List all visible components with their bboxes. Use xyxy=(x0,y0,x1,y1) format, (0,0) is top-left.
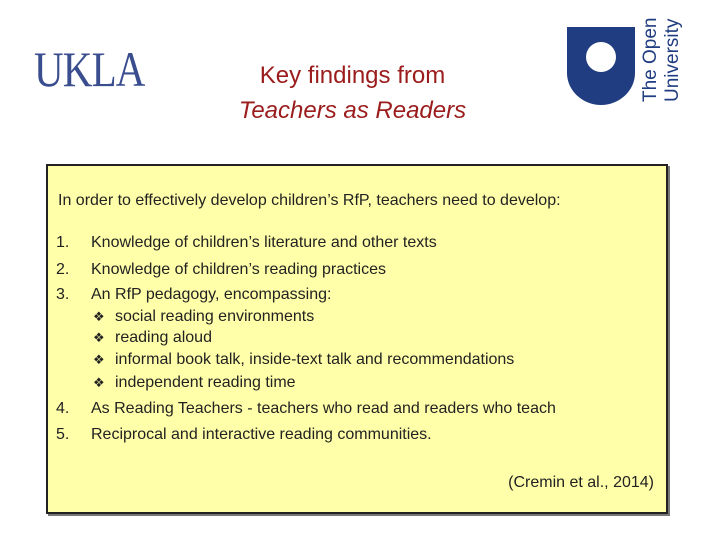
item-text: Knowledge of children’s reading practices xyxy=(91,261,386,278)
diamond-bullet-icon: ❖ xyxy=(93,309,105,324)
item-text: Reciprocal and interactive reading communities. xyxy=(91,426,432,443)
item-number: 1. xyxy=(56,234,70,251)
shield-icon xyxy=(567,27,635,105)
open-university-wordmark xyxy=(640,4,684,102)
item-number: 4. xyxy=(56,400,70,417)
item-number: 5. xyxy=(56,426,70,443)
page-title xyxy=(180,58,525,128)
citation: (Cremin et al., 2014) xyxy=(508,474,654,491)
logo-text-line-1: The Open xyxy=(640,17,661,102)
findings-panel xyxy=(46,164,668,514)
item-number: 2. xyxy=(56,261,70,278)
sub-list-item xyxy=(93,329,212,347)
diamond-bullet-icon: ❖ xyxy=(93,330,105,345)
title-line-2: Teachers as Readers xyxy=(238,97,467,124)
sub-item-text: informal book talk, inside-text talk and recommendations xyxy=(115,351,515,368)
sub-list-item xyxy=(93,374,296,392)
item-number: 3. xyxy=(56,286,70,303)
diamond-bullet-icon: ❖ xyxy=(93,375,105,390)
sub-item-text: independent reading time xyxy=(115,374,296,391)
ukla-logo: UKLA xyxy=(34,41,145,97)
sub-item-text: reading aloud xyxy=(115,329,212,346)
sub-item-text: social reading environments xyxy=(115,308,315,325)
intro-text: In order to effectively develop children’s RfP, teachers need to develop: xyxy=(58,192,561,209)
item-text: Knowledge of children’s literature and other texts xyxy=(91,234,437,251)
sub-list-item xyxy=(93,351,514,369)
diamond-bullet-icon: ❖ xyxy=(93,352,105,367)
logo-text-line-2: University xyxy=(662,18,683,102)
item-text: An RfP pedagogy, encompassing: xyxy=(91,286,332,303)
findings-list xyxy=(48,166,666,512)
title-line-1: Key findings from xyxy=(259,62,446,89)
sub-list-item xyxy=(93,308,314,326)
item-text: As Reading Teachers - teachers who read and readers who teach xyxy=(91,400,556,417)
